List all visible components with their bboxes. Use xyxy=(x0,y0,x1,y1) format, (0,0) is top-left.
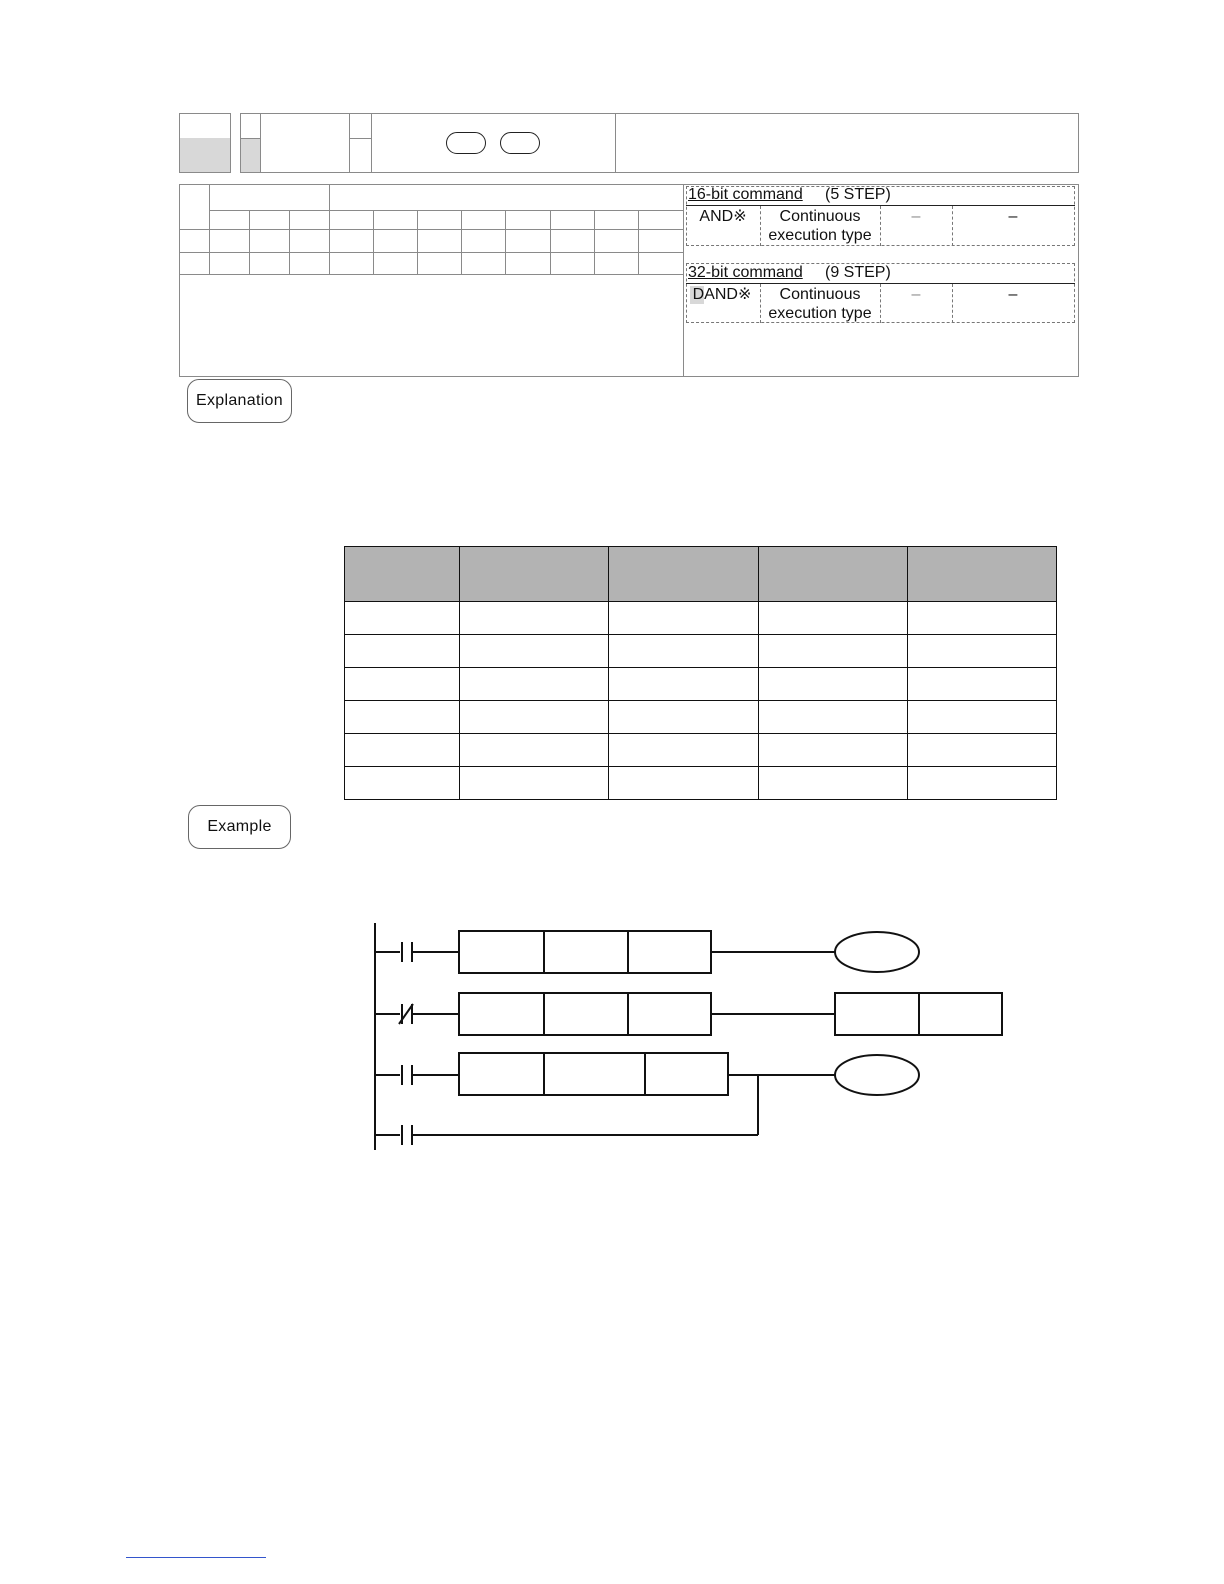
cmd16-mnemonic: AND※ xyxy=(699,208,747,225)
cmd32-mnemonic: DAND※ xyxy=(692,286,752,303)
output-coil-1 xyxy=(835,932,919,972)
compare-box-2 xyxy=(459,993,711,1035)
cmd32-type-line1: Continuous xyxy=(779,286,861,303)
output-coil-3 xyxy=(835,1055,919,1095)
cmd32-steps: (9 STEP) xyxy=(825,264,891,281)
compare-box-3 xyxy=(459,1053,728,1095)
cmd32-col4: – xyxy=(1008,286,1018,303)
cmd32-title: 32-bit command xyxy=(688,264,803,281)
example-button[interactable]: Example xyxy=(188,805,291,849)
cmd16-type-line2: execution type xyxy=(768,227,872,244)
compare-box-1 xyxy=(459,931,711,973)
cmd16-col4: – xyxy=(1008,208,1018,225)
cmd16-steps: (5 STEP) xyxy=(825,186,891,203)
cmd16-col3: – xyxy=(911,208,921,225)
footer-link[interactable] xyxy=(126,1557,266,1558)
cmd16-type-line1: Continuous xyxy=(779,208,861,225)
explanation-button[interactable]: Explanation xyxy=(187,379,292,423)
cmd16-title: 16-bit command xyxy=(688,186,803,203)
cmd32-type-line2: execution type xyxy=(768,305,872,322)
cmd32-col3: – xyxy=(911,286,921,303)
